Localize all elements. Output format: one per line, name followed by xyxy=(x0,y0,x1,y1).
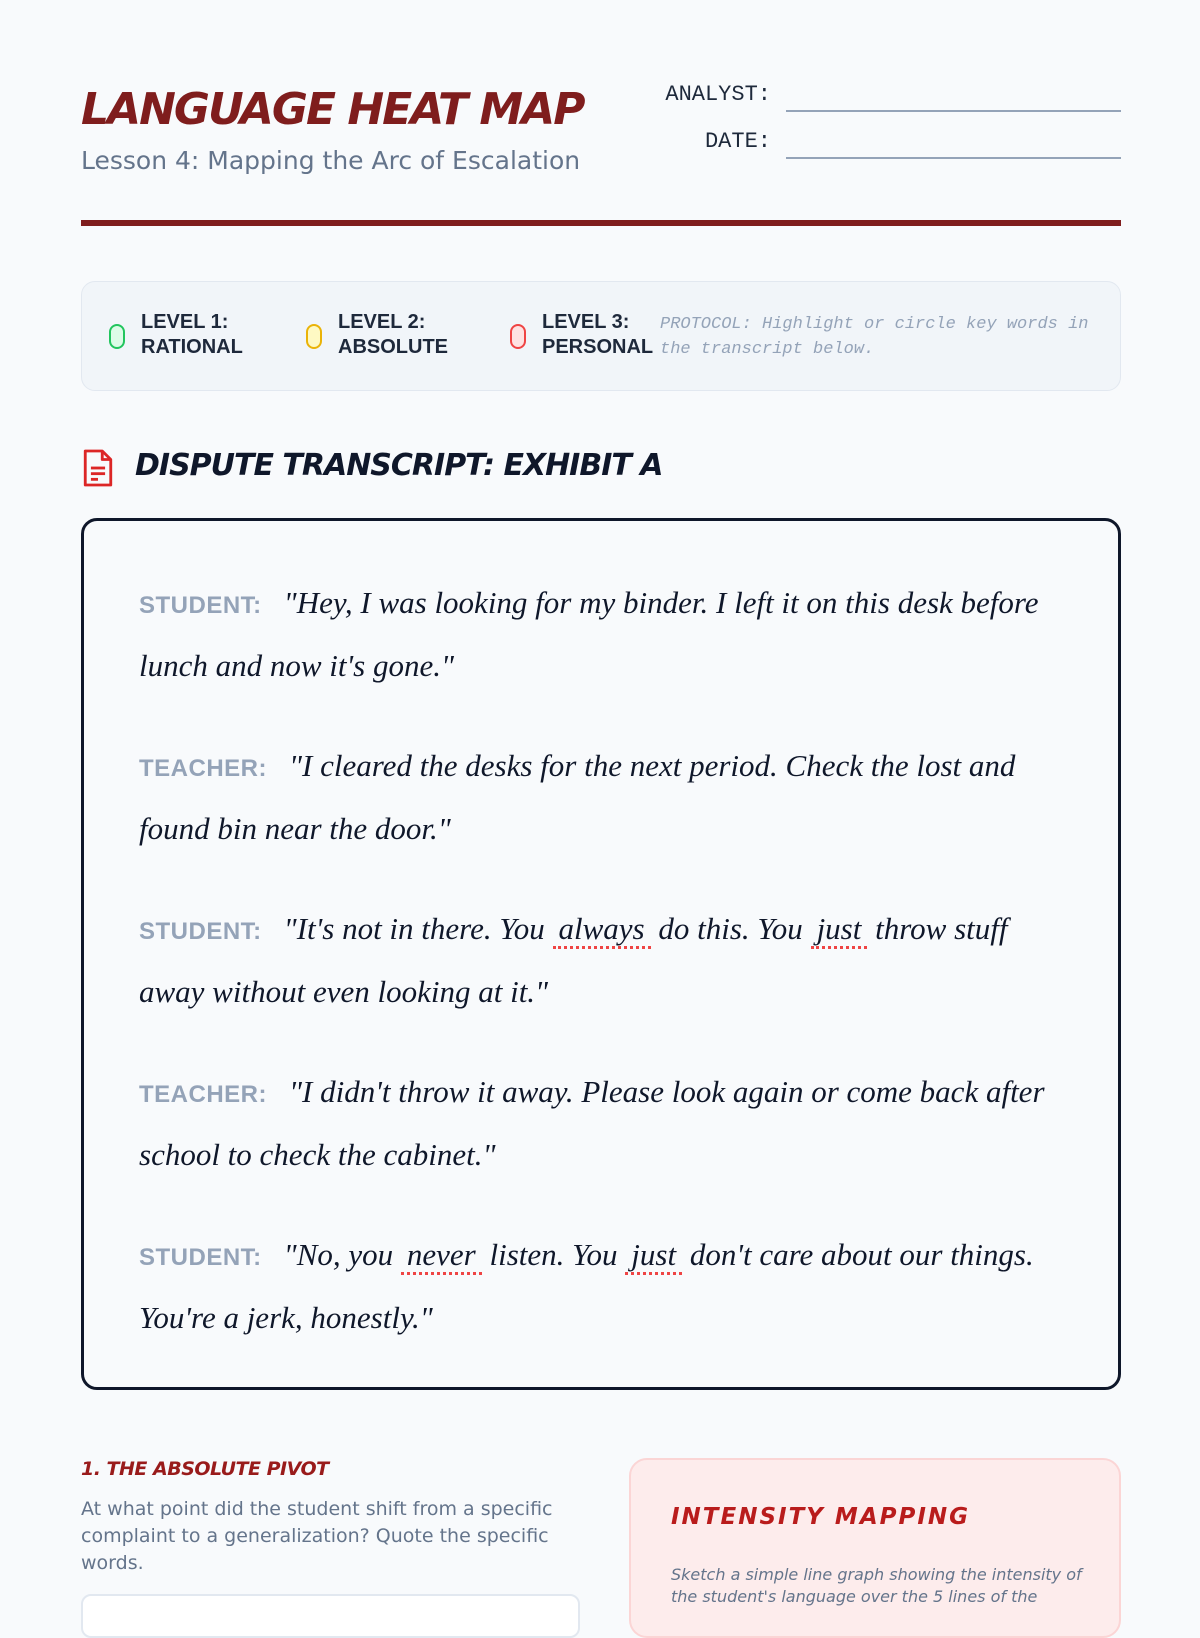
legend-level-label: LEVEL 1: xyxy=(141,311,229,333)
document-icon xyxy=(81,448,115,488)
level-3-swatch xyxy=(510,324,526,349)
header xyxy=(81,80,1121,228)
dialogue-text: "I cleared the desks for the next period. Check the lost and found bin near the door." xyxy=(139,748,1016,846)
section-title: DISPUTE TRANSCRIPT: EXHIBIT A xyxy=(135,448,663,483)
legend-level-label: LEVEL 2: xyxy=(338,311,426,333)
legend-level-name: RATIONAL xyxy=(141,336,243,358)
legend-level-label: LEVEL 3: xyxy=(542,311,630,333)
legend-level-name: ABSOLUTE xyxy=(338,336,448,358)
question-1-answer-box[interactable] xyxy=(81,1594,580,1638)
dialogue-text: do this. You xyxy=(650,911,811,946)
speaker-label: STUDENT: xyxy=(139,918,262,945)
intensity-mapping-card xyxy=(629,1458,1121,1638)
level-2-swatch xyxy=(306,324,322,349)
dialogue-text: listen. You xyxy=(481,1237,626,1272)
highlighted-word[interactable]: just xyxy=(811,911,868,949)
header-divider xyxy=(81,220,1121,226)
page-title: LANGUAGE HEAT MAP xyxy=(81,84,584,135)
legend xyxy=(81,281,1121,391)
dialogue-text: "I didn't throw it away. Please look again or come back after school to check the cabinet." xyxy=(139,1074,1045,1172)
transcript-line xyxy=(139,1062,1066,1185)
transcript-line xyxy=(139,1225,1066,1348)
highlighted-word[interactable]: just xyxy=(625,1237,682,1275)
transcript-line xyxy=(139,573,1066,696)
analyst-field[interactable] xyxy=(786,110,1121,112)
legend-level-name: PERSONAL xyxy=(542,336,654,358)
dialogue-text: "No, you xyxy=(283,1237,401,1272)
speaker-label: TEACHER: xyxy=(139,755,267,782)
protocol-note: PROTOCOL: Highlight or circle key words in the transcript below. xyxy=(660,315,1089,359)
transcript-line xyxy=(139,899,1066,1022)
intensity-mapping-instructions: Sketch a simple line graph showing the intensity of the student's language over the 5 lines of the xyxy=(671,1565,1082,1606)
page-subtitle: Lesson 4: Mapping the Arc of Escalation xyxy=(81,146,581,175)
highlighted-word[interactable]: never xyxy=(401,1237,482,1275)
date-label: DATE: xyxy=(704,129,771,154)
dialogue-text: don't care about our things. You're a jerk, honestly." xyxy=(139,1237,1034,1335)
question-1-title: 1. THE ABSOLUTE PIVOT xyxy=(81,1458,329,1480)
analyst-label: ANALYST: xyxy=(665,82,771,107)
dialogue-text: "It's not in there. You xyxy=(283,911,553,946)
speaker-label: TEACHER: xyxy=(139,1081,267,1108)
dialogue-text: throw stuff away without even looking at it." xyxy=(139,911,1008,1009)
dialogue-text: "Hey, I was looking for my binder. I left it on this desk before lunch and now it's gone." xyxy=(139,585,1039,683)
highlighted-word[interactable]: always xyxy=(553,911,651,949)
transcript-box xyxy=(81,518,1121,1390)
level-1-swatch xyxy=(109,324,125,349)
question-1-prompt: At what point did the student shift from a specific complaint to a generalization? Quote the specific words. xyxy=(81,1498,553,1574)
date-field[interactable] xyxy=(786,157,1121,159)
speaker-label: STUDENT: xyxy=(139,592,262,619)
transcript-line xyxy=(139,736,1066,859)
intensity-mapping-title: INTENSITY MAPPING xyxy=(671,1504,971,1530)
speaker-label: STUDENT: xyxy=(139,1244,262,1271)
